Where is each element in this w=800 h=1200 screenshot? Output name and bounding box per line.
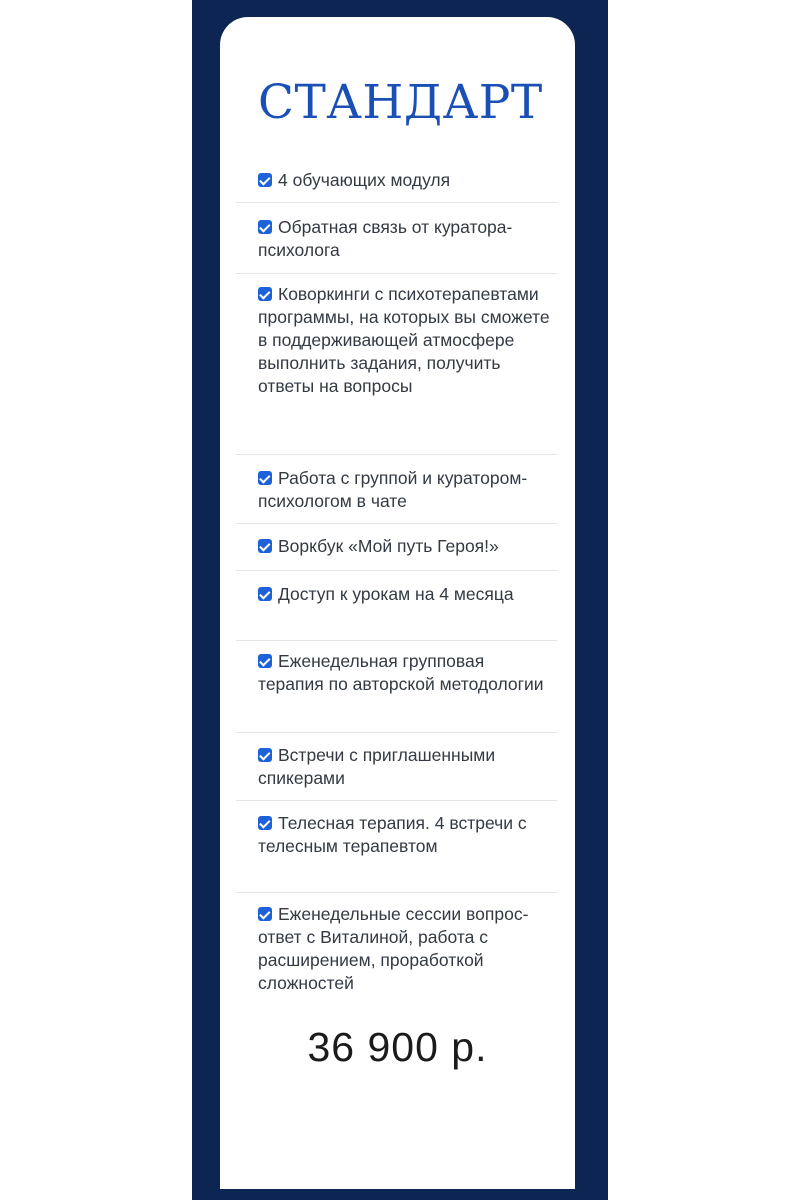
feature-item (236, 203, 557, 274)
feature-item (236, 157, 557, 203)
feature-text: Еженедельные сессии вопрос-ответ с Виталиной, работа с расширением, проработкой сложностей (258, 904, 529, 993)
plan-title: СТАНДАРТ (258, 75, 543, 130)
checkbox-checked-icon (258, 539, 272, 553)
feature-text: Работа с группой и куратором-психологом в чате (258, 468, 528, 511)
feature-text: Телесная терапия. 4 встречи с телесным терапевтом (258, 813, 527, 856)
feature-text: Обратная связь от куратора-психолога (258, 217, 513, 260)
checkbox-checked-icon (258, 173, 272, 187)
feature-item (236, 801, 557, 893)
feature-item (236, 274, 557, 455)
checkbox-checked-icon (258, 587, 272, 601)
checkbox-checked-icon (258, 654, 272, 668)
feature-item (236, 455, 557, 524)
feature-text: Еженедельная групповая терапия по авторской методологии (258, 651, 544, 694)
checkbox-checked-icon (258, 287, 272, 301)
checkbox-checked-icon (258, 816, 272, 830)
price: 36 900 р. (307, 1024, 488, 1070)
checkbox-checked-icon (258, 471, 272, 485)
feature-item (236, 733, 557, 801)
checkbox-checked-icon (258, 748, 272, 762)
checkbox-checked-icon (258, 220, 272, 234)
feature-list (236, 157, 557, 1003)
feature-item (236, 571, 557, 641)
feature-text: 4 обучающих модуля (278, 170, 451, 190)
feature-text: Доступ к урокам на 4 месяца (278, 584, 514, 604)
feature-item (236, 641, 557, 733)
feature-text: Воркбук «Мой путь Героя!» (278, 536, 499, 556)
feature-item (236, 893, 557, 1003)
feature-text: Коворкинги с психотерапевтами программы, на которых вы сможете в поддерживающей атмосфере выполнить задания, получить ответы на вопросы (258, 284, 550, 396)
feature-text: Встречи с приглашенными спикерами (258, 745, 496, 788)
pricing-card (220, 17, 575, 1189)
feature-item (236, 524, 557, 571)
checkbox-checked-icon (258, 907, 272, 921)
